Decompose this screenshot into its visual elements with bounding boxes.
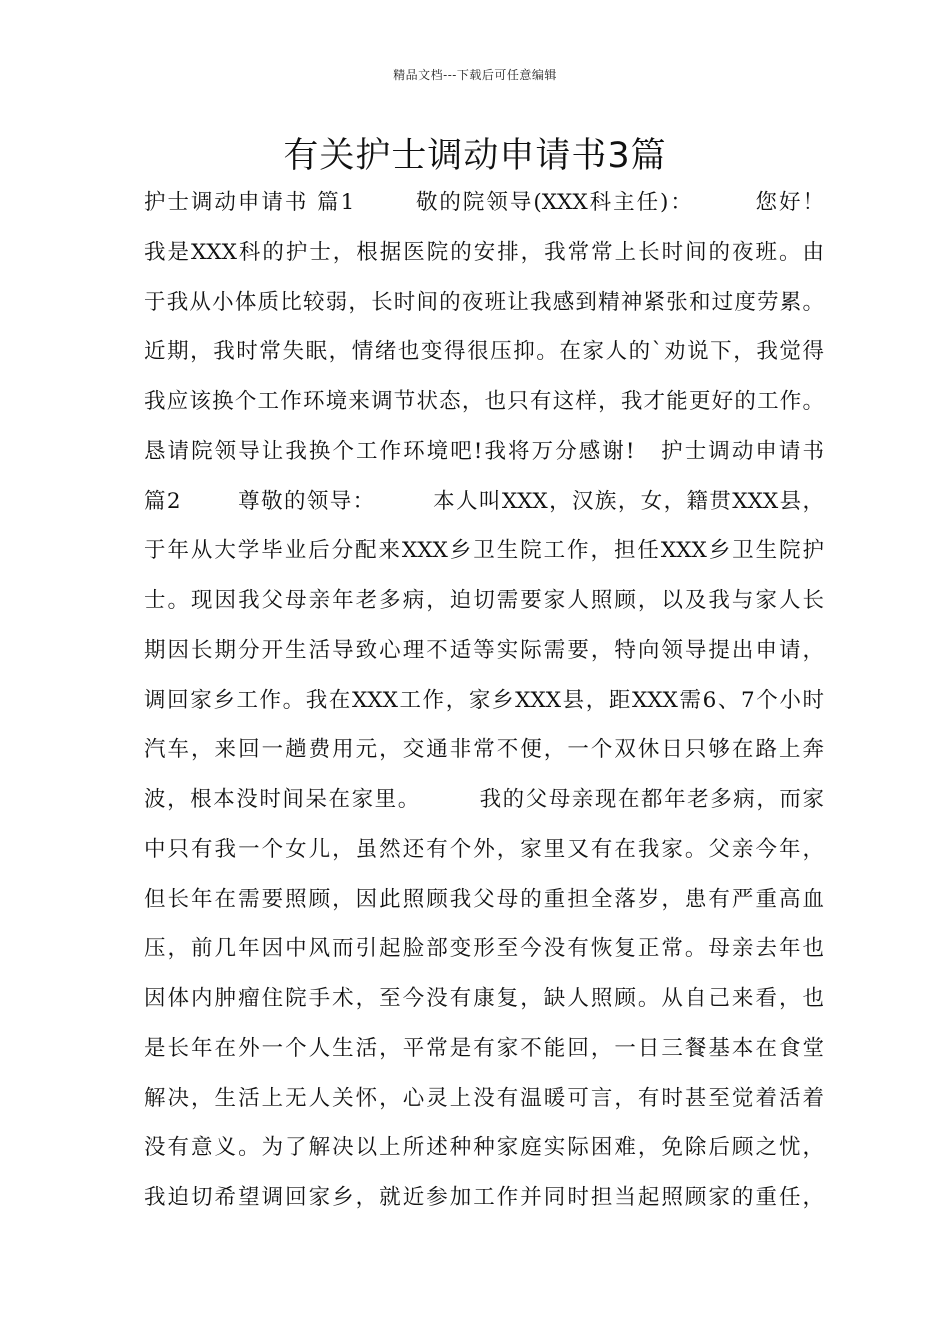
body-line: 调回家乡工作。我在XXX工作，家乡XXX县，距XXX需6、7个小时 <box>144 687 824 713</box>
body-line: 汽车，来回一趟费用元，交通非常不便，一个双休日只够在路上奔 <box>144 737 824 763</box>
body-line: 中只有我一个女儿，虽然还有个外，家里又有在我家。父亲今年， <box>144 836 824 862</box>
body-line: 压，前几年因中风而引起脸部变形至今没有恢复正常。母亲去年也 <box>144 936 824 962</box>
body-line: 恳请院领导让我换个工作环境吧!我将万分感谢! 护士调动申请书 <box>144 438 824 464</box>
body-line: 但长年在需要照顾，因此照顾我父母的重担全落岁，患有严重高血 <box>144 886 824 912</box>
body-line: 于我从小体质比较弱，长时间的夜班让我感到精神紧张和过度劳累。 <box>144 289 824 315</box>
body-line: 解决，生活上无人关怀，心灵上没有温暖可言，有时甚至觉着活着 <box>144 1085 824 1111</box>
body-line: 于年从大学毕业后分配来XXX乡卫生院工作，担任XXX乡卫生院护 <box>144 538 824 564</box>
body-line: 没有意义。为了解决以上所述种种家庭实际困难，免除后顾之忧， <box>144 1135 824 1161</box>
body-line: 近期，我时常失眠，情绪也变得很压抑。在家人的`劝说下，我觉得 <box>144 339 824 365</box>
body-line: 我迫切希望调回家乡，就近参加工作并同时担当起照顾家的重任， <box>144 1185 824 1210</box>
body-line: 我是XXX科的护士，根据医院的安排，我常常上长时间的夜班。由 <box>144 239 824 265</box>
body-line: 波，根本没时间呆在家里。 我的父母亲现在都年老多病，而家 <box>144 787 824 812</box>
header-note: 精品文档---下载后可任意编辑 <box>393 68 557 82</box>
body-line: 期因长期分开生活导致心理不适等实际需要，特向领导提出申请， <box>144 637 824 663</box>
body-line: 护士调动申请书 篇1 敬的院领导(XXX科主任)： 您好！ <box>144 190 824 215</box>
body-line: 因体内肿瘤住院手术，至今没有康复，缺人照顾。从自己来看，也 <box>144 986 824 1011</box>
body-line: 是长年在外一个人生活，平常是有家不能回，一日三餐基本在食堂 <box>144 1035 824 1061</box>
document-body <box>144 178 824 1223</box>
document-title: 有关护士调动申请书3篇 <box>283 136 667 176</box>
body-line: 我应该换个工作环境来调节状态，也只有这样，我才能更好的工作。 <box>144 389 824 414</box>
body-line: 士。现因我父母亲年老多病，迫切需要家人照顾，以及我与家人长 <box>144 588 824 613</box>
body-line: 篇2 尊敬的领导： 本人叫XXX，汉族，女，籍贯XXX县， <box>144 488 824 514</box>
